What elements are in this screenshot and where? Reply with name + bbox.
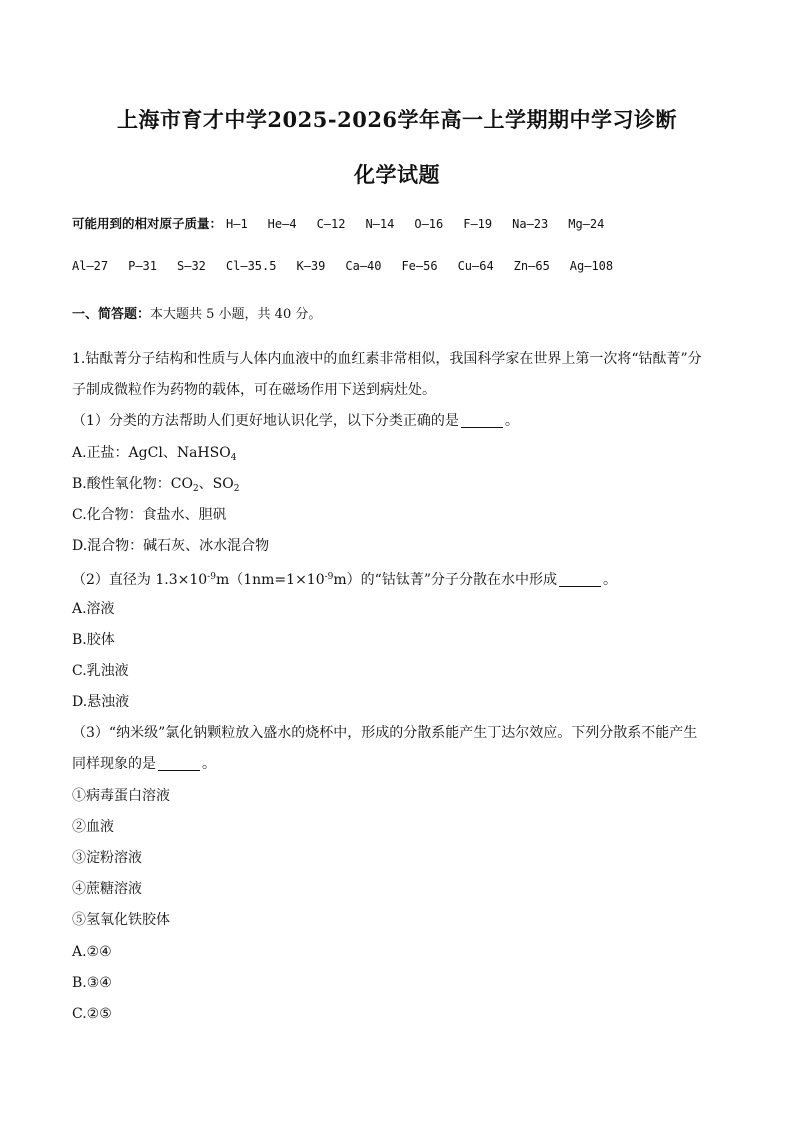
option-text: A.正盐：AgCl、NaHSO — [72, 444, 231, 461]
atomic-mass-item: Fe—56 — [401, 259, 438, 273]
option-b — [72, 469, 722, 500]
atomic-mass-item: Cl—35.5 — [225, 259, 277, 273]
list-item: ④蔗糖溶液 — [72, 881, 142, 898]
atomic-mass-item: S—32 — [177, 259, 206, 273]
atomic-mass-item: Cu—64 — [457, 259, 494, 273]
list-item: ①病毒蛋白溶液 — [72, 787, 170, 804]
question-intro-line: 子制成微粒作为药物的载体，可在磁场作用下送到病灶处。 — [72, 382, 436, 399]
atomic-mass-item: Al—27 — [72, 259, 109, 273]
stem-end: 。 — [202, 756, 216, 773]
stem-end: 。 — [504, 413, 519, 430]
atomic-mass-item: Ag—108 — [569, 259, 614, 273]
question-1 — [72, 344, 722, 1030]
atomic-mass-item: Ca—40 — [345, 259, 382, 273]
section-description: 本大题共 5 小题，共 40 分。 — [150, 307, 322, 322]
stem-end: 。 — [603, 572, 617, 589]
stem-text: （2）直径为 1.3×10 — [72, 572, 208, 589]
list-item: ⑤氢氧化铁胶体 — [72, 912, 170, 929]
option-text: 、SO — [198, 475, 234, 492]
subscript: 2 — [233, 483, 240, 494]
option-a — [72, 438, 722, 469]
stem-text: m（1nm=1×10 — [215, 572, 325, 589]
list-item: ②血液 — [72, 818, 114, 835]
atomic-mass-item: O—16 — [414, 217, 444, 231]
section-title: 一、简答题： — [72, 307, 151, 322]
atomic-mass-row-1 — [72, 214, 620, 232]
stem-text: 同样现象的是 — [72, 756, 156, 773]
subscript: 2 — [192, 483, 199, 494]
option-a: A.②④ — [72, 943, 112, 960]
atomic-mass-item: He—4 — [267, 217, 297, 231]
atomic-mass-row-2 — [72, 258, 629, 273]
option-b: B.③④ — [72, 974, 112, 991]
option-b: B.胶体 — [72, 631, 115, 648]
subscript: 4 — [230, 452, 237, 463]
atomic-mass-item: K—39 — [296, 259, 326, 273]
option-c: C.乳浊液 — [72, 662, 129, 679]
stem-text: （1）分类的方法帮助人们更好地认识化学，以下分类正确的是 — [72, 413, 459, 430]
stem-text: m）的“钴钛菁”分子分散在水中形成 — [333, 572, 557, 589]
subquestion-3-stem-cont — [72, 749, 722, 780]
atomic-mass-label: 可能用到的相对原子质量： — [72, 216, 223, 231]
subquestion-3-stem: （3）“纳米级”氯化钠颗粒放入盛水的烧杯中，形成的分散系能产生丁达尔效应。下列分散系不能产生 — [72, 725, 698, 742]
atomic-mass-item: Zn—65 — [513, 259, 550, 273]
answer-blank[interactable] — [461, 413, 503, 428]
atomic-mass-item: P—31 — [128, 259, 158, 273]
atomic-mass-item: C—12 — [316, 217, 346, 231]
exam-title: 上海市育才中学2025-2026学年高一上学期期中学习诊断 — [116, 107, 678, 132]
atomic-mass-item: N—14 — [365, 217, 395, 231]
subquestion-2-stem — [72, 562, 722, 593]
superscript: -9 — [207, 572, 216, 583]
atomic-mass-item: Na—23 — [512, 217, 549, 231]
option-a: A.溶液 — [72, 600, 115, 617]
option-d: D.悬浊液 — [72, 694, 130, 711]
option-d: D.混合物：碱石灰、冰水混合物 — [72, 538, 270, 555]
answer-blank[interactable] — [559, 572, 601, 587]
atomic-mass-item: H—1 — [226, 217, 248, 231]
option-c: C.化合物：食盐水、胆矾 — [72, 506, 227, 523]
answer-blank[interactable] — [158, 756, 200, 771]
section-heading — [72, 303, 321, 322]
superscript: -9 — [324, 572, 334, 583]
list-item: ③淀粉溶液 — [72, 850, 142, 866]
atomic-mass-item: Mg—24 — [568, 217, 605, 231]
option-c: C.②⑤ — [72, 1005, 112, 1022]
subquestion-1-stem — [72, 406, 722, 437]
atomic-mass-item: F—19 — [463, 217, 493, 231]
option-text: B.酸性氧化物：CO — [72, 475, 193, 492]
exam-subtitle: 化学试题 — [354, 162, 440, 187]
question-intro-line: 1.钴酞菁分子结构和性质与人体内血液中的血红素非常相似，我国科学家在世界上第一次将“钴酞菁”分 — [72, 351, 702, 367]
